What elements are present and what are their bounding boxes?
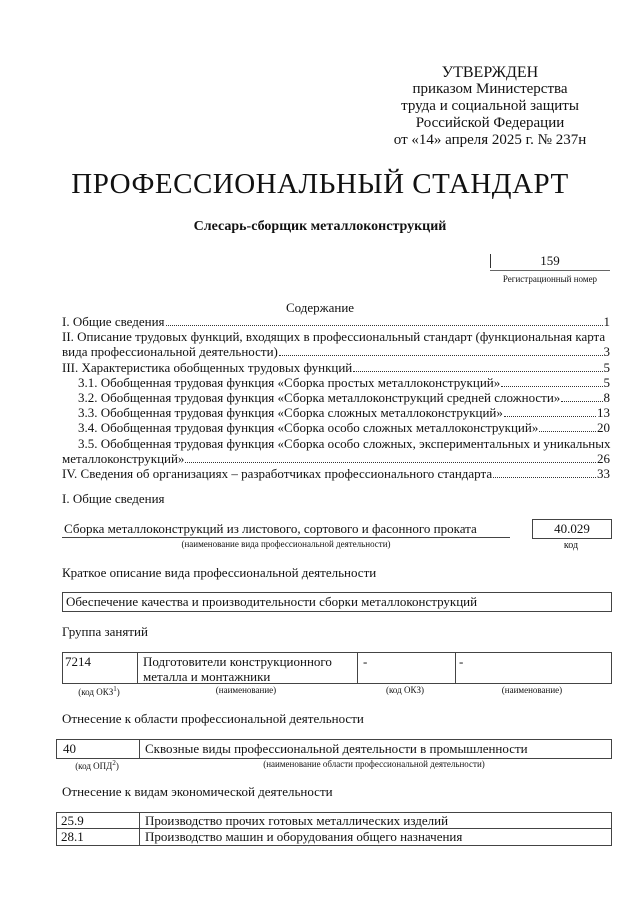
econ-name: Производство машин и оборудования общего назначения <box>145 829 463 844</box>
group-name-1 <box>143 654 332 684</box>
approval-line: УТВЕРЖДЕН <box>441 64 539 81</box>
toc-item-page: 33 <box>597 466 610 482</box>
activity-name: Сборка металлоконструкций из листового, сортового и фасонного проката <box>64 521 477 536</box>
approval-line: труда и социальной защиты <box>401 98 579 114</box>
group-caption-name-1: (наименование) <box>215 685 277 695</box>
toc-item[interactable] <box>62 375 610 390</box>
registration-box <box>490 250 610 272</box>
toc-item[interactable] <box>62 314 610 329</box>
table-of-contents <box>62 314 610 481</box>
registration-number: 159 <box>540 253 560 268</box>
toc-item-text: II. Описание трудовых функций, входящих в профессиональный стандарт (функциональная карта <box>62 329 606 345</box>
group-name-1-line2: металла и монтажники <box>143 669 271 684</box>
page-subtitle: Слесарь-сборщик металлоконструкций <box>193 219 447 234</box>
toc-item[interactable] <box>62 360 610 375</box>
toc-item[interactable] <box>62 405 610 420</box>
area-caption-name: (наименование области профессиональной деятельности) <box>263 759 485 769</box>
area-name: Сквозные виды профессиональной деятельности в промышленности <box>145 741 528 756</box>
group-caption-name-2: (наименование) <box>501 685 563 695</box>
toc-item-text: 3.1. Обобщенная трудовая функция «Сборка простых металлоконструкций» <box>78 374 501 390</box>
activity-code-caption: код <box>563 540 579 551</box>
area-table <box>56 739 612 759</box>
toc-item[interactable] <box>62 466 610 481</box>
toc-item-page: 5 <box>603 359 610 375</box>
group-caption-code-2: (код ОКЗ) <box>386 685 424 695</box>
approval-line: от «14» апреля 2025 г. № 237н <box>393 132 587 148</box>
econ-code: 28.1 <box>61 829 84 844</box>
toc-item[interactable] <box>62 436 610 466</box>
registration-caption: Регистрационный номер <box>502 274 598 284</box>
toc-item-page: 1 <box>603 314 610 329</box>
short-desc-text: Обеспечение качества и производительности сборки металлоконструкций <box>66 594 478 609</box>
econ-code: 25.9 <box>61 813 84 828</box>
approval-line: Российской Федерации <box>415 115 565 131</box>
approval-line: приказом Министерства <box>412 81 568 97</box>
approval-block <box>360 64 620 149</box>
toc-item-page: 3 <box>603 344 610 360</box>
toc-item-page: 20 <box>597 420 610 436</box>
toc-item-text: 3.4. Обобщенная трудовая функция «Сборка особо сложных металлоконструкций» <box>78 420 539 436</box>
section-heading: I. Общие сведения <box>62 491 165 506</box>
toc-item-text: 3.3. Обобщенная трудовая функция «Сборка сложных металлоконструкций» <box>78 405 503 421</box>
econ-table <box>56 812 612 846</box>
toc-item-text: 3.2. Обобщенная трудовая функция «Сборка металлоконструкций средней сложности» <box>78 390 561 406</box>
toc-item[interactable] <box>62 390 610 405</box>
toc-item-text-cont: вида профессиональной деятельности) <box>62 344 278 360</box>
group-heading: Группа занятий <box>62 624 148 639</box>
group-caption-code-1: (код ОКЗ$^1$) <box>78 685 120 697</box>
group-table <box>62 652 612 684</box>
toc-item-page: 5 <box>603 374 610 390</box>
area-caption-code: (код ОПД$^2$) <box>75 759 119 771</box>
group-name-1-line1: Подготовители конструкционного <box>143 654 332 669</box>
econ-heading: Отнесение к видам экономической деятельности <box>62 784 333 799</box>
toc-item-text: IV. Сведения об организациях – разработчиках профессионального стандарта <box>62 466 493 482</box>
group-code-1: 7214 <box>65 654 91 669</box>
toc-item-text: III. Характеристика обобщенных трудовых функций <box>62 359 353 375</box>
toc-item-text: I. Общие сведения <box>62 314 165 329</box>
short-desc-heading: Краткое описание вида профессиональной деятельности <box>62 565 377 580</box>
group-code-2: - <box>363 654 368 669</box>
toc-item[interactable] <box>62 420 610 435</box>
activity-code: 40.029 <box>532 519 612 539</box>
toc-item-page: 8 <box>603 390 610 406</box>
econ-name: Производство прочих готовых металлических изделий <box>145 813 449 828</box>
area-code: 40 <box>63 741 76 756</box>
activity-name-caption: (наименование вида профессиональной деятельности) <box>181 539 391 549</box>
group-name-2: - <box>459 654 464 669</box>
page-title: ПРОФЕССИОНАЛЬНЫЙ СТАНДАРТ <box>71 168 569 200</box>
toc-item-text-cont: металлоконструкций» <box>62 450 185 466</box>
toc-item-text: 3.5. Обобщенная трудовая функция «Сборка особо сложных, экспериментальных и уникальных <box>78 435 611 451</box>
toc-item-page: 13 <box>597 405 610 421</box>
short-desc-box <box>62 592 612 612</box>
area-heading: Отнесение к области профессиональной деятельности <box>62 711 364 726</box>
toc-item-page: 26 <box>597 450 610 466</box>
toc-item[interactable] <box>62 329 610 359</box>
contents-heading: Содержание <box>285 300 355 315</box>
